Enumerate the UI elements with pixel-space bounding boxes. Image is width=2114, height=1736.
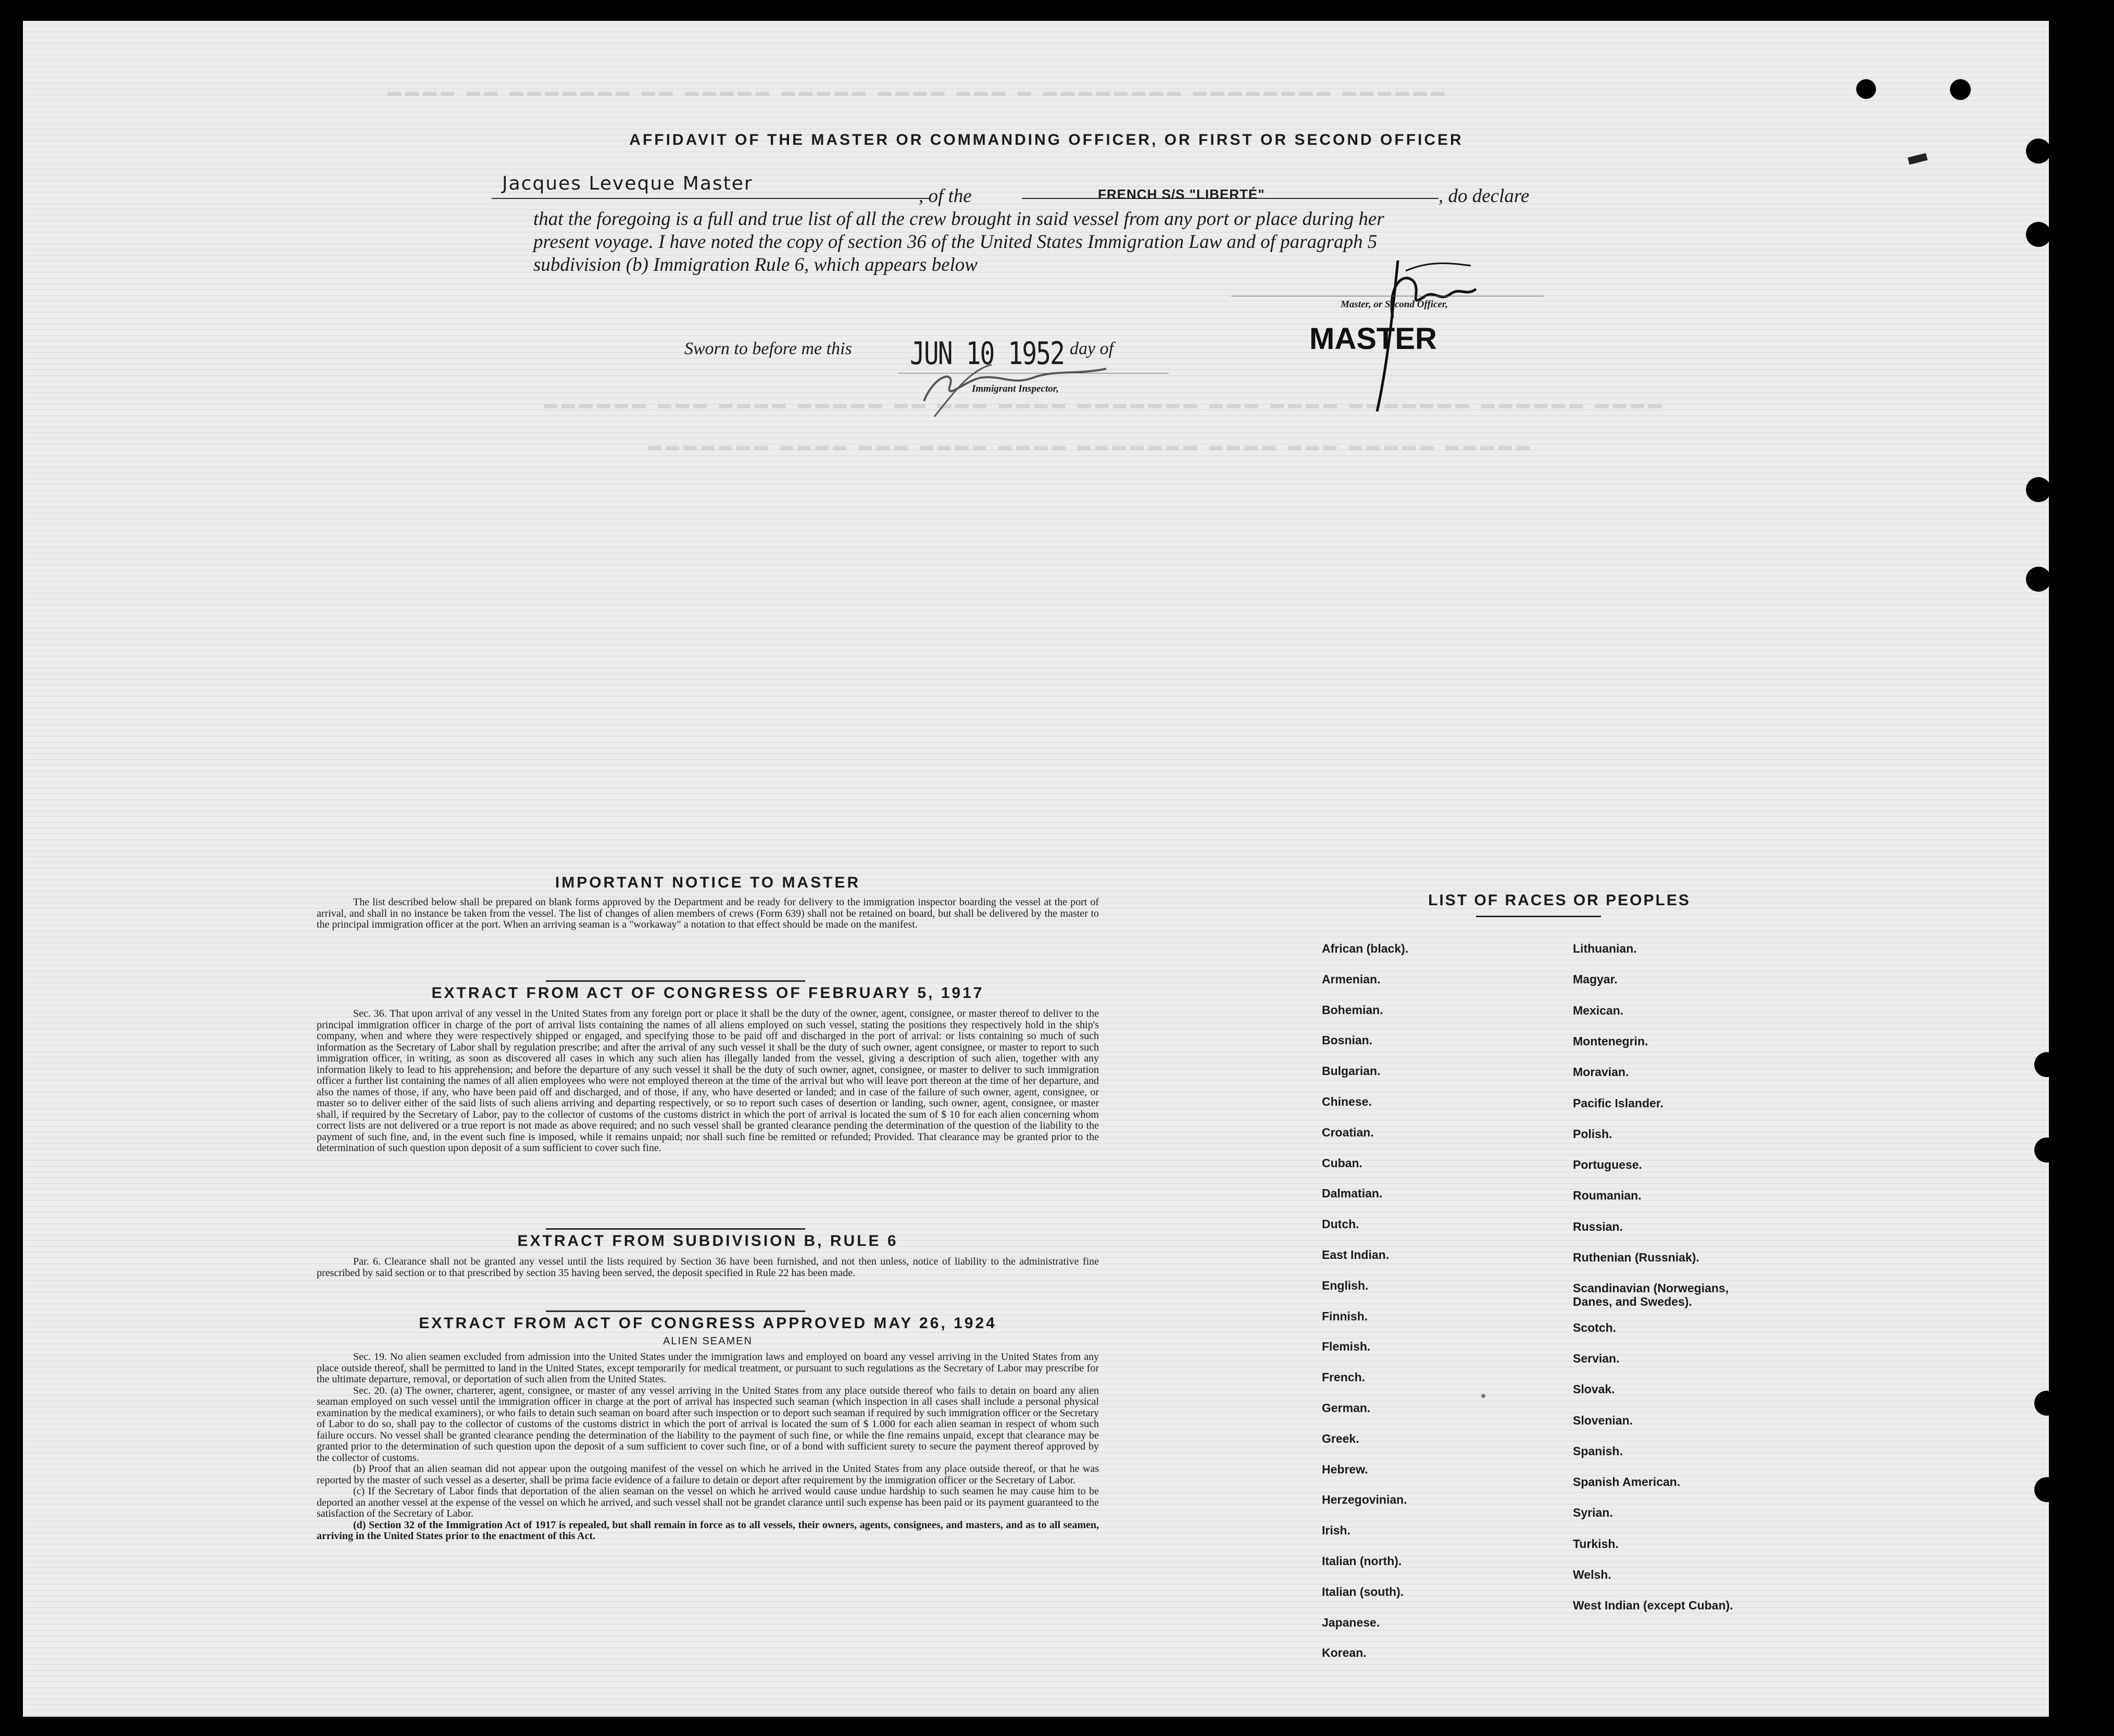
extract-rule6-text bbox=[317, 1256, 1099, 1279]
race-item: Italian (south). bbox=[1322, 1584, 1404, 1598]
punch-hole bbox=[1856, 79, 1876, 99]
race-item: Korean. bbox=[1322, 1646, 1367, 1660]
punch-hole bbox=[2026, 567, 2051, 592]
races-title-underline bbox=[1476, 916, 1601, 917]
race-item: English. bbox=[1322, 1278, 1369, 1292]
signature-caption: Master, or Second Officer, bbox=[1341, 299, 1448, 310]
sec20b-paragraph: (b) Proof that an alien seaman did not appear upon the outgoing manifest of the vessel on which he arrived in the United States from any place outside thereof, or that he was reported by the master of such vessel as a deserter, shall be prima facie evidence of a failure to detain or deport after requirement by the immigration officer or the Secretary of Labor. bbox=[317, 1463, 1099, 1486]
vessel-name: FRENCH S/S "LIBERTÉ" bbox=[1098, 186, 1265, 202]
race-item: East Indian. bbox=[1322, 1248, 1390, 1262]
extract-rule6-title: EXTRACT FROM SUBDIVISION B, RULE 6 bbox=[517, 1232, 898, 1250]
extract-rule6-section bbox=[317, 1232, 1099, 1279]
race-item: Armenian. bbox=[1322, 972, 1381, 986]
bleed-through-text: ▬▬▬▬▬▬▬ ▬▬▬▬ ▬▬▬ ▬▬▬▬ ▬▬▬▬ ▬▬▬▬▬▬▬ ▬▬▬▬ ▬▬▬ ▬▬▬▬▬ ▬▬▬▬▬ bbox=[648, 438, 1534, 453]
race-item: Hebrew. bbox=[1322, 1462, 1368, 1476]
race-item: African (black). bbox=[1322, 942, 1409, 955]
notice-text bbox=[317, 897, 1099, 931]
race-item: Magyar. bbox=[1573, 972, 1618, 986]
race-item: Bosnian. bbox=[1322, 1033, 1373, 1047]
bleed-through-text: ▬▬▬▬ ▬▬ ▬▬▬▬▬▬▬ ▬▬ ▬▬▬▬▬ ▬▬▬▬▬ ▬▬▬▬ ▬▬▬ ▬ ▬▬▬▬▬▬▬▬ ▬▬▬▬▬▬▬▬ ▬▬▬▬▬▬ bbox=[387, 83, 1449, 99]
race-item: West Indian (except Cuban). bbox=[1573, 1598, 1733, 1613]
sec20d-paragraph: (d) Section 32 of the Immigration Act of 1917 is repealed, but shall remain in force as to all vessels, their owners, agents, consignees, and masters, and as to all seamen, arriving in the United States prior to the enactment of this Act. bbox=[317, 1519, 1099, 1542]
race-item: Welsh. bbox=[1573, 1568, 1611, 1581]
affidavit-line-4: subdivision (b) Immigration Rule 6, which appears below bbox=[533, 254, 978, 276]
race-item: Montenegrin. bbox=[1573, 1034, 1648, 1048]
race-item: Cuban. bbox=[1322, 1156, 1362, 1170]
sec19-paragraph: Sec. 19. No alien seamen excluded from admission into the United States under the immigration laws and employed on board any vessel arriving in the United States from any place outside thereof, shall be permitted to land in the United States, except temporarily for medical treatment, or pursuant to such regulations as the Secretary of Labor may prescribe for the ultimate departure, removal, or deportation of such alien from the United States. bbox=[317, 1351, 1099, 1385]
sec20a-paragraph: Sec. 20. (a) The owner, charterer, agent, consignee, or master of any vessel arriving in the United States from any place outside thereof who fails to detain on board any alien seaman employed on such vessel until the immigration officer in charge at the port of arrival has inspected such seaman (which inspection in all cases shall include a personal physical examination by the medical examiners), or who fails to detain such seaman on board after such inspection or to deport such seaman if required by such immigration officer or the Secretary of Labor to do so, shall pay to the collector of customs of the customs district in which the port of arrival is located the sum of $ 1.000 for each alien seaman in respect of whom such failure occurs. No vessel shall be granted clearance pending the determination of the liability to the payment of such fine, or while the fine remains unpaid, except that clearance may be granted prior to the determination of such question upon the deposit of a sum sufficient to cover such fine, or of a bond with sufficient surety to secure the payment thereof approved by the collector of customs. bbox=[317, 1384, 1099, 1464]
punch-hole bbox=[2034, 1052, 2059, 1077]
day-of-label: day of bbox=[1070, 339, 1114, 358]
race-item: Ruthenian (Russniak). bbox=[1573, 1251, 1699, 1264]
extract-1924-section bbox=[317, 1315, 1099, 1542]
race-item: Greek. bbox=[1322, 1431, 1359, 1445]
sec36-paragraph: Sec. 36. That upon arrival of any vessel in the United States from any foreign port or place it shall be the duty of the owner, agent, consignee, or master thereof to deliver to the principal immigration officer in charge of the port of arrival lists containing the names of all aliens employed on such vessel, stating the positions they respectively hold in the ship's company, when and where they were respectively shipped or engaged, and specifying those to be paid off and discharged in the port of arrival: or lists containing so much of such information as the Secretary of Labor shall by regulation prescribe; and after the arrival of any such vessel it shall be the duty of such owner, agent consignee, or master to report to such immigration officer, in writing, as soon as discovered all cases in which any such alien has illegally landed from the vessel, giving a description of such alien, together with any information likely to lead to his apprehension; and before the departure of any such vessel it shall be the duty of such owner, agnet, consignee, or master to deliver to such immigration officer a further list containing the names of all alien employees who were not employed thereon at the time of the arrival but who will leave port thereon at the time of her departure, and also the names of those, if any, who have been paid off and discharged, and of those, if any, who have deserted or landed; and in case of the failure of such owner, agent, consignee, or master so to deliver either of the said lists of such aliens arriving and departing respectively, or so to report such cases of desertion or landing, such owner, agent, consignee, or master shall, if required by the Secretary of Labor, pay to the collector of customs of the customs district in which the port of arrival is located the sum of $ 10 for each alien concerning whom correct lists are not delivered or a true report is not made as above required; and no such vessel shall be granted clearance pending the determination of the question of the liability to the payment of such fine, and, in the event such fine is imposed, while it remains unpaid; nor shall such fine be remitted or refunded; Provided. That clearance may be granted prior to the determination of such question upon deposit of a sum sufficient to cover such fine. bbox=[317, 1008, 1099, 1154]
section-divider bbox=[546, 1228, 805, 1230]
sec20c-paragraph: (c) If the Secretary of Labor finds that deportation of the alien seaman on the vessel on which he arrived would cause undue hardship to such seamen he may cause him to be deported an another vessel at the expense of the vessel on which he arrived, and such vessel shall not be grandet clarance until such expense has been paid or its payment guaranteed to the satisfaction of the Secretary of Labor. bbox=[317, 1485, 1099, 1519]
race-item: Dalmatian. bbox=[1322, 1187, 1383, 1201]
race-item: Spanish. bbox=[1573, 1444, 1623, 1458]
notice-title: IMPORTANT NOTICE TO MASTER bbox=[555, 874, 861, 891]
race-item: Italian (north). bbox=[1322, 1554, 1402, 1568]
punch-hole bbox=[2034, 1138, 2059, 1163]
race-item: Scandinavian (Norwegians, Danes, and Swedes). bbox=[1573, 1281, 1729, 1309]
notice-paragraph: The list described below shall be prepared on blank forms approved by the Department and be ready for delivery to the immigration inspector boarding the vessel at the port of arrival, and shall in no instance be taken from the vessel. The list of changes of alien members of crews (Form 639) shall not be retained on board, but shall be delivered by the master to the principal immigration officer at the port. When an arriving seaman is a "workaway" a notation to that effect should be made on the manifest. bbox=[317, 896, 1099, 930]
race-item: Pacific Islander. bbox=[1573, 1096, 1663, 1110]
extract-1917-title: EXTRACT FROM ACT OF CONGRESS OF FEBRUARY 5, 1917 bbox=[431, 984, 984, 1002]
sworn-label: Sworn to before me this bbox=[684, 339, 852, 358]
race-item: German. bbox=[1322, 1401, 1371, 1415]
par6-paragraph: Par. 6. Clearance shall not be granted any vessel until the lists required by Section 36 have been furnished, and not then unless, notice of liability to the administrative fine prescribed by said section or to that prescribed by section 35 having been served, the deposit specified in Rule 22 has been made. bbox=[317, 1256, 1099, 1279]
race-item: Turkish. bbox=[1573, 1537, 1619, 1551]
scan-mark bbox=[1908, 153, 1928, 165]
race-item: Bohemian. bbox=[1322, 1003, 1383, 1017]
race-item: Moravian. bbox=[1573, 1065, 1629, 1079]
race-item: Irish. bbox=[1322, 1523, 1350, 1538]
of-the-label: , of the bbox=[919, 185, 972, 207]
race-item: Slovak. bbox=[1573, 1382, 1615, 1396]
extract-1924-title: EXTRACT FROM ACT OF CONGRESS APPROVED MAY 26, 1924 bbox=[419, 1315, 997, 1332]
section-divider bbox=[546, 1310, 805, 1312]
master-stamp: MASTER bbox=[1309, 322, 1437, 356]
race-item: Mexican. bbox=[1573, 1003, 1624, 1017]
race-item: Slovenian. bbox=[1573, 1413, 1633, 1427]
race-item: Roumanian. bbox=[1573, 1189, 1642, 1203]
race-item: Spanish American. bbox=[1573, 1475, 1681, 1489]
race-item: Servian. bbox=[1573, 1351, 1620, 1365]
race-item: French. bbox=[1322, 1370, 1366, 1384]
extract-1917-section bbox=[317, 984, 1099, 1154]
race-item: Finnish. bbox=[1322, 1309, 1368, 1323]
race-item: Chinese. bbox=[1322, 1095, 1372, 1108]
race-item: Japanese. bbox=[1322, 1615, 1380, 1629]
extract-1917-text bbox=[317, 1008, 1099, 1154]
extract-1924-text bbox=[317, 1352, 1099, 1542]
race-item: Flemish. bbox=[1322, 1340, 1371, 1354]
race-item: Bulgarian. bbox=[1322, 1064, 1381, 1078]
punch-hole bbox=[2026, 222, 2051, 247]
race-item: Portuguese. bbox=[1573, 1158, 1642, 1172]
affidavit-line-2: that the foregoing is a full and true list of all the crew brought in said vessel from any port or place during her bbox=[533, 208, 1384, 230]
race-item: Polish. bbox=[1573, 1127, 1612, 1141]
do-declare-label: , do declare bbox=[1438, 185, 1530, 207]
race-item: Syrian. bbox=[1573, 1506, 1613, 1520]
race-item: Herzegovinian. bbox=[1322, 1493, 1407, 1507]
notice-section bbox=[317, 874, 1099, 931]
race-item: Croatian. bbox=[1322, 1125, 1374, 1139]
bleed-through-text: ▬▬▬▬▬▬ ▬▬▬ ▬▬▬▬ ▬▬▬▬▬ ▬▬ ▬▬▬ ▬▬▬▬ ▬▬▬▬▬▬▬ ▬▬▬ ▬▬▬▬ ▬▬▬▬▬▬▬ ▬▬▬▬▬▬ ▬▬▬▬ bbox=[544, 396, 1666, 411]
punch-hole bbox=[2026, 477, 2051, 502]
sworn-date-stamp: JUN 10 1952 bbox=[910, 335, 1064, 372]
inspector-caption: Immigrant Inspector, bbox=[972, 383, 1059, 394]
race-item: Lithuanian. bbox=[1573, 942, 1637, 955]
name-blank-line bbox=[492, 198, 929, 199]
document-page bbox=[23, 21, 2049, 1717]
race-item: Scotch. bbox=[1573, 1320, 1617, 1334]
races-title: LIST OF RACES OR PEOPLES bbox=[1428, 892, 1691, 909]
master-name-handwritten: Jacques Leveque Master bbox=[502, 173, 753, 194]
punch-hole bbox=[2026, 139, 2051, 164]
punch-hole bbox=[2034, 1477, 2059, 1502]
punch-hole bbox=[2034, 1391, 2059, 1416]
section-divider bbox=[546, 980, 805, 982]
race-item: Dutch. bbox=[1322, 1217, 1359, 1231]
race-item: Russian. bbox=[1573, 1219, 1623, 1233]
punch-hole bbox=[1950, 79, 1971, 100]
affidavit-line-3: present voyage. I have noted the copy of section 36 of the United States Immigration Law and of paragraph 5 bbox=[533, 231, 1378, 253]
affidavit-title: AFFIDAVIT OF THE MASTER OR COMMANDING OFFICER, OR FIRST OR SECOND OFFICER bbox=[629, 131, 1463, 148]
scan-speck bbox=[1481, 1394, 1485, 1398]
extract-1924-subtitle: ALIEN SEAMEN bbox=[663, 1335, 753, 1347]
